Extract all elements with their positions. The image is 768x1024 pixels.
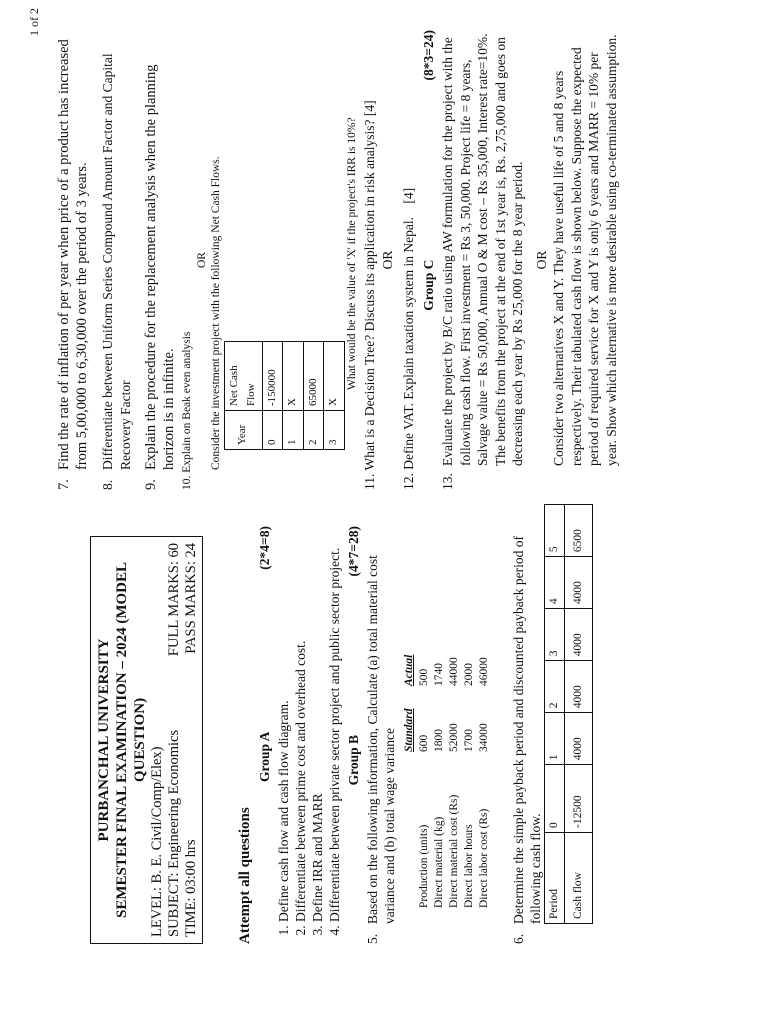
actual-header: Actual — [403, 654, 415, 686]
table-row: 0 -150000 — [262, 342, 283, 450]
variance-table — [402, 649, 492, 908]
cash-flow-label: Cash flow — [565, 832, 593, 923]
table-row: Direct labor hours 1700 2000 — [463, 663, 475, 908]
question-10: 10. Explain on Beak even analysis — [181, 331, 193, 490]
table-row: Direct material cost (Rs) 52000 44000 — [448, 657, 460, 908]
time: TIME: 03:00 hrs — [183, 839, 199, 937]
question-8: 8. Differentiate between Uniform Series Compound Amount Factor and Capital Recovery Factor — [100, 53, 133, 490]
question-6-text: Determine the simple payback period and discounted payback period of following cash flow. — [511, 536, 543, 924]
question-9: 9. Explain the procedure for the replacement analysis when the planning horizon is in infinite. — [143, 64, 177, 490]
table-row — [224, 342, 262, 450]
question-2: 2. Differentiate between prime cost and overhead cost. — [292, 526, 309, 922]
subject: SUBJECT: Engineering Economics — [166, 729, 182, 937]
question-10-or-question: What would be the value of 'X' if the project's IRR is 10%? — [345, 117, 358, 390]
table-row: Production (units) 600 500 — [418, 668, 430, 908]
question-3: 3. Define IRR and MARR — [309, 526, 326, 922]
group-b-marks: (4*7=28) — [346, 526, 361, 577]
table-row: Cash flow -12500 4000 4000 4000 4000 6500 — [565, 505, 593, 924]
standard-header: Standard — [403, 708, 415, 752]
instructions: Attempt all questions — [237, 807, 253, 944]
table-row: Period 0 1 2 3 4 5 — [545, 505, 565, 924]
university-name: PURBANCHAL UNIVERSITY — [96, 638, 112, 842]
group-c-title: Group C — [420, 259, 436, 311]
exam-header — [90, 536, 203, 944]
level: LEVEL: B. E. Civil/Comp/Elex) — [149, 746, 165, 937]
question-13-or: Consider two alternatives X and Y. They have useful life of 5 and 8 years respectively. Their tabulated cash flow is shown below. Suppose the expected period of required service for X and Y is only 6 years and MARR = 10% per year. Show which alternative is more desirable using co-terminated assumption. — [551, 34, 619, 466]
table-row: 2 65000 — [303, 342, 324, 450]
question-12: 12. Define VAT. Explain taxation system in Nepal. [4] — [401, 187, 416, 490]
table-row: 3 X — [324, 342, 345, 450]
table-row: 1 X — [283, 342, 304, 450]
group-c-heading — [420, 30, 438, 490]
question-4: 4. Differentiate between private sector project and public sector project. — [326, 526, 343, 922]
group-a-heading — [256, 526, 273, 944]
question-11: 11. What is a Decision Tree? Discuss its application in risk analysis? [4] — [362, 100, 377, 490]
left-column — [0, 512, 768, 1024]
net-cash-flow-header: Net Cash Flow — [224, 342, 262, 411]
or-divider-1: OR — [195, 252, 208, 268]
question-1: 1. Define cash flow and cash flow diagram. — [275, 526, 292, 922]
group-b-title: Group B — [346, 735, 361, 786]
period-label: Period — [545, 832, 565, 923]
question-5 — [364, 526, 398, 944]
question-6 — [510, 526, 544, 944]
question-6-number: 6. — [511, 933, 526, 944]
group-a-title: Group A — [257, 731, 272, 783]
question-7: 7. Find the rate of inflation of per year when price of a product has increased from 5,00,000 to 6,30,000 over the period of 3 years. — [56, 39, 90, 490]
group-c-marks: (8*3=24) — [420, 30, 436, 81]
group-a-questions — [275, 526, 343, 944]
table-row: Direct labor cost (Rs) 34000 46000 — [478, 657, 490, 908]
or-divider-2: OR — [379, 250, 395, 270]
exam-title-line2: QUESTION) — [132, 697, 148, 783]
group-a-marks: (2*4=8) — [257, 526, 272, 570]
group-b-heading — [345, 526, 362, 944]
pass-marks: PASS MARKS: 24 — [183, 543, 199, 654]
year-header: Year — [224, 411, 262, 450]
question-10-or-text: Consider the investment project with the following Net Cash Flows. — [210, 156, 222, 470]
exam-title-line1: SEMESTER FINAL EXAMINATION – 2024 (MODEL — [114, 562, 130, 919]
question-5-text: Based on the following information, Calculate (a) total material cost variance and (b) total wage variance — [365, 555, 397, 924]
cash-flow-table — [544, 504, 593, 924]
or-divider-3: OR — [533, 250, 549, 270]
question-5-number: 5. — [365, 933, 380, 944]
question-13: 13. Evaluate the project by B/C ratio using AW formulation for the project with the following cash flow. First investment = Rs 3, 50,000. Project life = 8 years, Salvage value = Rs 50,000, Annual O & M cost – Rs 35,000, Interest rate=10%. The benefits from the project at the end of 1st year is, Rs. 2,75,000 and goes on decreasing each year by Rs 25,000 for the 8 year period. — [440, 33, 525, 490]
page-number: 1 of 2 — [27, 8, 41, 36]
full-marks: FULL MARKS: 60 — [166, 543, 182, 657]
table-row: Direct material (kg) 1800 1740 — [433, 663, 445, 908]
net-cash-flow-table — [224, 341, 345, 450]
